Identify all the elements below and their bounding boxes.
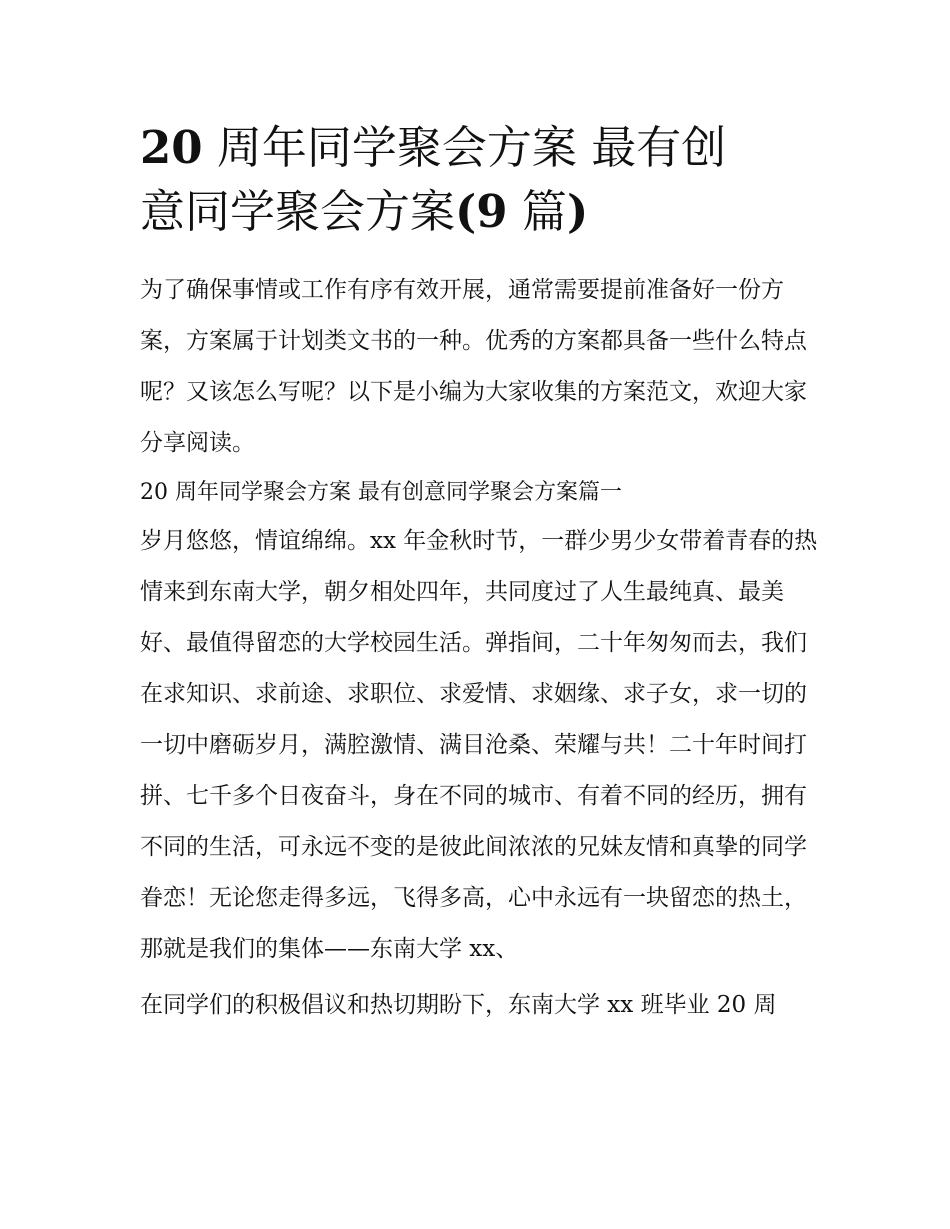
title-count-unit: 篇 (507, 185, 567, 238)
body-paragraph-1: 岁月悠悠，情谊绵绵。xx 年金秋时节，一群少男少女带着青春的热情来到东南大学，朝夕相处四年，共同度过了人生最纯真、最美好、最值得留恋的大学校园生活。弹指间，二十年匆匆而去，我们在求知识、求前途、求职位、求爱情、求姻缘、求子女，求一切的一切中磨砺岁月，满腔激情、满目沧桑、荣耀与共！二十年时间打拼、七千多个日夜奋斗，身在不同的城市、有着不同的经历，拥有不同的生活，可永远不变的是彼此间浓浓的兄妹友情和真挚的同学眷恋！无论您走得多远，飞得多高，心中永远有一块留恋的热土，那就是我们的集体——东南大学 xx、 (140, 528, 818, 962)
section-heading: 20 周年同学聚会方案 最有创意同学聚会方案篇一 (140, 480, 622, 505)
title-close-paren: ) (566, 185, 589, 238)
document-body (140, 116, 820, 1031)
title-line-1: 周年同学聚会方案 最有创 (202, 121, 727, 174)
body-paragraph-2: 在同学们的积极倡议和热切期盼下，东南大学 xx 班毕业 20 周 (140, 992, 777, 1018)
title-line-2-start: 意同学聚会方案 (140, 185, 456, 238)
intro-paragraph: 为了确保事情或工作有序有效开展，通常需要提前准备好一份方案，方案属于计划类文书的一种。优秀的方案都具备一些什么特点呢？又该怎么写呢？以下是小编为大家收集的方案范文，欢迎大家分享阅读。 (140, 277, 807, 456)
title-count-number: (9 (455, 185, 508, 238)
document-title (140, 116, 820, 244)
title-number: 20 (140, 121, 203, 174)
